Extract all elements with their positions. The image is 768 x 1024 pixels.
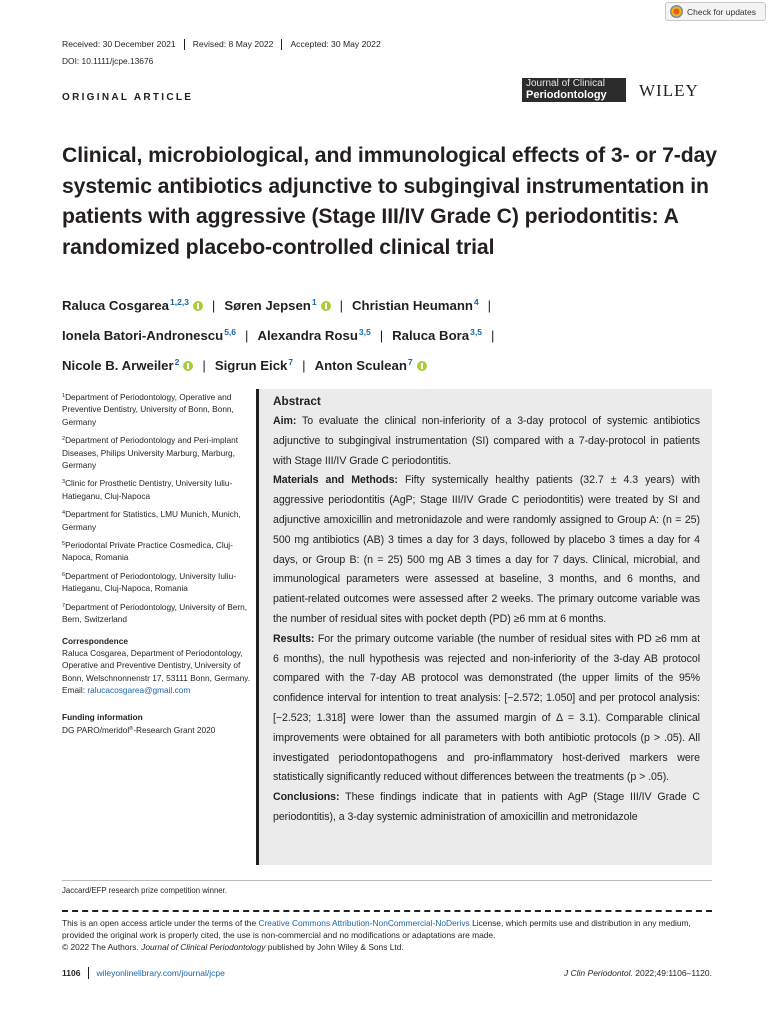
affiliation-superscript[interactable]: 3,5 bbox=[358, 327, 371, 337]
orcid-icon[interactable] bbox=[183, 361, 193, 371]
email-link[interactable]: ralucacosgarea@gmail.com bbox=[87, 685, 191, 696]
abstract-conclusions: Conclusions: These findings indicate that in patients with AgP (Stage III/IV Grade C periodontitis), a 3-day systemic administration of amoxicillin and metronidazole bbox=[273, 791, 701, 823]
author-separator: | bbox=[487, 298, 492, 313]
crossmark-icon bbox=[670, 5, 683, 18]
accepted-date: Accepted: 30 May 2022 bbox=[290, 39, 381, 49]
affiliation-superscript[interactable]: 2 bbox=[174, 357, 180, 367]
affiliations-sidebar bbox=[62, 390, 252, 736]
author-name: Nicole B. Arweiler$^2$ bbox=[62, 358, 193, 373]
orcid-icon[interactable] bbox=[417, 361, 427, 371]
affiliation-superscript[interactable]: 1 bbox=[311, 297, 317, 307]
page-number: 1106 bbox=[62, 967, 89, 979]
author-separator: | bbox=[302, 358, 306, 373]
citation: J Clin Periodontol. 2022;49:1106–1120. bbox=[563, 968, 712, 978]
abstract-results: Results: For the primary outcome variable (the number of residual sites with PD ≥6 mm at 6 months), the null hypothesis was rejected and non-inferiority of the 3-day AB protocol compared with the 7-day AB protocol was demonstrated (the upper limits of the 95% confidence interval for intention to treat analysis: [−2.572; 1.050] and per protocol analysis: [−2.523; 1.318] were lower than the assumed margin of Δ = 3.1). Comparable clinical improvements were obtained for all parameters with both antibiotic protocols (p > .05). All investigated periodontopathogens and pro-inflammatory host-derived markers were statistically significantly reduced without differences between the treatments (p > .05). bbox=[273, 632, 700, 784]
affiliation-item: $^6$Department of Periodontology, University Iuliu-Hatieganu, Cluj-Napoca, Romania bbox=[62, 570, 236, 594]
orcid-icon[interactable] bbox=[193, 301, 203, 311]
received-date: Received: 30 December 2021 bbox=[62, 39, 185, 50]
affiliation-superscript[interactable]: 7 bbox=[407, 357, 413, 367]
author-separator: | bbox=[339, 298, 344, 313]
funding-heading: Funding information bbox=[62, 711, 143, 722]
abstract-aim: Aim: To evaluate the clinical non-inferiority of a 3-day protocol of systemic antibiotics adjunctive to subgingival instrumentation (SI) compared with a 7-day-protocol in patients with Stage III/IV Grade C periodontitis. bbox=[273, 415, 700, 467]
affiliation-item: $^1$Department of Periodontology, Operative and Preventive Dentistry, University of Bonn, Bonn, Germany bbox=[62, 392, 234, 427]
license-link[interactable]: Creative Commons Attribution-NonCommercial-NoDerivs bbox=[258, 918, 470, 928]
author-name: Raluca Bora$^{3,5}$ bbox=[392, 327, 482, 343]
author-name: Søren Jepsen$^1$ bbox=[224, 298, 330, 313]
author-list bbox=[62, 289, 702, 379]
author-separator: | bbox=[490, 328, 495, 343]
orcid-icon[interactable] bbox=[321, 301, 331, 311]
author-name: Ionela Batori-Andronescu$^{5,6}$ bbox=[62, 327, 237, 343]
author-name: Sigrun Eick$^7$ bbox=[214, 357, 294, 373]
author-name: Alexandra Rosu$^{3,5}$ bbox=[257, 327, 371, 343]
article-type: ORIGINAL ARTICLE bbox=[62, 92, 194, 103]
affiliation-superscript[interactable]: 3,5 bbox=[470, 327, 482, 337]
affiliation-superscript[interactable]: 7 bbox=[288, 357, 294, 367]
author-name: Christian Heumann$^4$ bbox=[352, 297, 479, 313]
affiliation-item: $^2$Department of Periodontology and Peri-implant Diseases, Philips University Marburg, Marburg, Germany bbox=[62, 435, 239, 471]
journal-url-link[interactable]: wileyonlinelibrary.com/journal/jcpe bbox=[96, 968, 225, 978]
footnote-divider bbox=[62, 880, 712, 881]
check-for-updates-button[interactable] bbox=[665, 2, 766, 21]
doi: DOI: 10.1111/jcpe.13676 bbox=[62, 56, 154, 66]
correspondence-text: Raluca Cosgarea, Department of Periodontology, Operative and Preventive Dentistry, University of Bonn, Welschnonnenstr 17, 53111 Bonn, Germany. Email: ralucacosgarea@gmail.com bbox=[62, 647, 251, 696]
correspondence-heading: Correspondence bbox=[62, 635, 128, 646]
author-separator: | bbox=[202, 358, 206, 373]
author-separator: | bbox=[245, 328, 249, 343]
license-text: This is an open access article under the terms of the Creative Commons Attribution-NonCommercial-NoDerivs License, which permits use and distribution in any medium, provided the original work is properly cited, the use is non-commercial and no modifications or adaptations are made. © 2022 The Authors. Journal of Clinical Periodontology published by John Wiley & Sons Ltd. bbox=[62, 918, 691, 953]
page-footer bbox=[62, 967, 712, 979]
affiliation-item: $^3$Clinic for Prosthetic Dentistry, University Iuliu-Hatieganu, Cluj-Napoca bbox=[62, 478, 233, 501]
abstract-heading: Abstract bbox=[273, 394, 321, 408]
journal-logo: Journal of Clinical Periodontology bbox=[522, 78, 626, 102]
author-name: Raluca Cosgarea$^{1,2,3}$ bbox=[62, 298, 203, 313]
license-divider bbox=[62, 910, 712, 912]
affiliation-item: $^7$Department of Periodontology, University of Bern, Bern, Switzerland bbox=[62, 601, 248, 625]
author-separator: | bbox=[379, 328, 384, 343]
check-for-updates-label: Check for updates bbox=[687, 6, 756, 17]
footnote: Jaccard/EFP research prize competition winner. bbox=[62, 886, 227, 895]
affiliation-superscript[interactable]: 5,6 bbox=[224, 327, 237, 337]
funding-text: DG PARO/meridol®-Research Grant 2020 bbox=[62, 724, 216, 735]
affiliation-superscript[interactable]: 1,2,3 bbox=[170, 297, 189, 307]
affiliation-item: $^4$Department for Statistics, LMU Munich, Munich, Germany bbox=[62, 509, 241, 532]
abstract-box bbox=[256, 389, 712, 865]
affiliation-superscript[interactable]: 4 bbox=[473, 297, 479, 307]
abstract-methods: Materials and Methods: Fifty systemically healthy patients (32.7 ± 4.3 years) with aggressive periodontitis (AgP; Stage III/IV Grade C periodontitis) were treated by SI and adjunctive amoxicillin and metronidazole and were randomly assigned to Group A: (n = 25) 500 mg antibiotics (AB) 3 times a day for 3 days, followed by placebo 3 times a day for 4 days, or Group B: (n = 25) 500 mg AB 3 times a day for 7 days. Clinical, microbial, and immunological parameters were assessed at baseline, 3 months, and 6 months, and patient-related outcomes were assessed after 2 weeks. The primary outcome variable was the number of residual sites with pocket depth (PD) ≥6 mm at 6 months. bbox=[273, 474, 700, 625]
article-title: Clinical, microbiological, and immunological effects of 3- or 7-day systemic antibiotics adjunctive to subgingival instrumentation in patients with aggressive (Stage III/IV Grade C) periodontitis: A randomized placebo-controlled clinical trial bbox=[62, 144, 717, 259]
publisher-logo: WILEY bbox=[639, 81, 699, 100]
revised-date: Revised: 8 May 2022 bbox=[185, 39, 283, 50]
affiliation-item: $^5$Periodontal Private Practice Cosmedica, Cluj-Napoca, Romania bbox=[62, 540, 233, 563]
article-dates bbox=[62, 39, 389, 50]
author-name: Anton Sculean$^7$ bbox=[315, 358, 427, 373]
author-separator: | bbox=[211, 298, 216, 313]
